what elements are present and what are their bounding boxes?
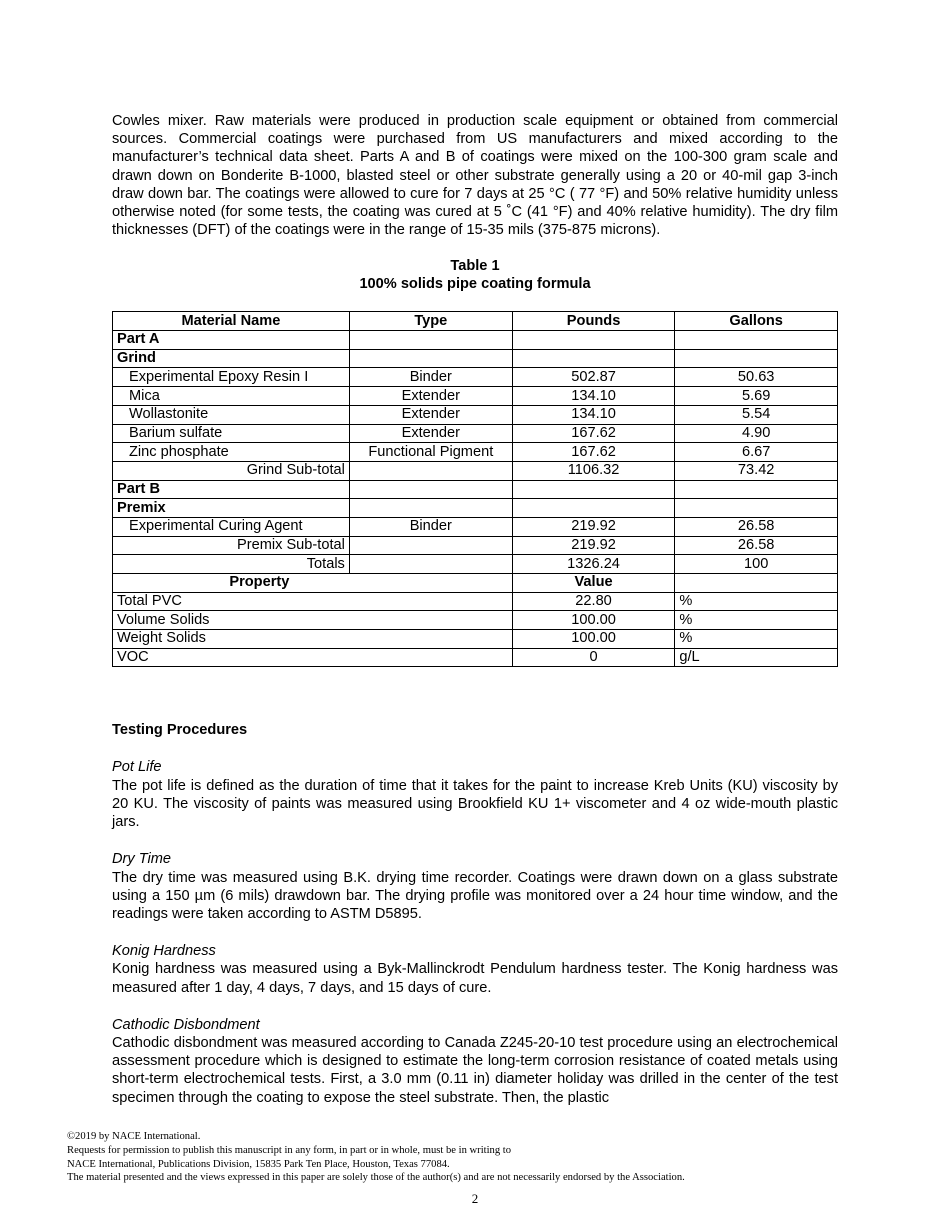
material-gallons: 6.67 bbox=[675, 443, 838, 462]
property-name: Weight Solids bbox=[113, 630, 513, 649]
property-unit: % bbox=[675, 611, 838, 630]
material-gallons: 5.69 bbox=[675, 387, 838, 406]
table-row bbox=[113, 555, 838, 574]
material-type: Binder bbox=[349, 368, 512, 387]
header-value: Value bbox=[512, 574, 675, 593]
premix-subtotal-pounds: 219.92 bbox=[512, 536, 675, 555]
header-material-name: Material Name bbox=[113, 312, 350, 331]
section-pot-life bbox=[112, 758, 838, 831]
material-name: Mica bbox=[113, 387, 350, 406]
material-type: Extender bbox=[349, 387, 512, 406]
section-text: Cathodic disbondment was measured according to Canada Z245-20-10 test procedure using an electrochemical assessment procedure which is designed to estimate the long-term corrosion resistance of coated metals using short-term electrochemical tests. First, a 3.0 mm (0.11 in) diameter holiday was drilled in the center of the test specimen through the coating to expose the steel substrate. Then, the plastic bbox=[112, 1034, 838, 1106]
table-row bbox=[113, 517, 838, 536]
table-row bbox=[113, 405, 838, 424]
table-row bbox=[113, 499, 838, 518]
part-b-label: Part B bbox=[113, 480, 350, 499]
property-header-row bbox=[113, 574, 838, 593]
material-gallons: 50.63 bbox=[675, 368, 838, 387]
premix-label: Premix bbox=[113, 499, 350, 518]
page-content bbox=[112, 112, 838, 1107]
section-title: Pot Life bbox=[112, 759, 162, 776]
property-value: 100.00 bbox=[512, 630, 675, 649]
property-unit: g/L bbox=[675, 648, 838, 667]
header-type: Type bbox=[349, 312, 512, 331]
intro-paragraph: Cowles mixer. Raw materials were produced in production scale equipment or obtained from commercial sources. Commercial coatings were purchased from US manufacturers and mixed according to the manufacturer’s technical data sheet. Parts A and B of coatings were mixed on the 100-300 gram scale and drawn down on Bonderite B-1000, blasted steel or other substrate generally using a 20 or 40-mil gap 3-inch draw down bar. The coatings were allowed to cure for 7 days at 25 °C ( 77 °F) and 50% relative humidity unless otherwise noted (for some tests, the coating was cured at 5 ˚C (41 °F) and 40% relative humidity). The dry film thicknesses (DFT) of the coatings were in the range of 15-35 mils (375-875 microns). bbox=[112, 113, 838, 239]
testing-procedures-heading: Testing Procedures bbox=[112, 722, 248, 739]
section-dry-time bbox=[112, 850, 838, 923]
material-gallons: 4.90 bbox=[675, 424, 838, 443]
material-pounds: 219.92 bbox=[512, 517, 675, 536]
table-row bbox=[113, 331, 838, 350]
table-row bbox=[113, 592, 838, 611]
table-row bbox=[113, 424, 838, 443]
header-pounds: Pounds bbox=[512, 312, 675, 331]
section-title: Cathodic Disbondment bbox=[112, 1016, 260, 1033]
material-gallons: 26.58 bbox=[675, 517, 838, 536]
material-pounds: 167.62 bbox=[512, 443, 675, 462]
section-text: The pot life is defined as the duration of time that it takes for the paint to increase Kreb Units (KU) viscosity by 20 KU. The viscosity of paints was measured using Brookfield KU 1+ viscometer and 4 oz wide-mouth plastic jars. bbox=[112, 777, 838, 831]
property-value: 0 bbox=[512, 648, 675, 667]
material-name: Experimental Curing Agent bbox=[113, 517, 350, 536]
section-text: Konig hardness was measured using a Byk-Mallinckrodt Pendulum hardness tester. The Konig hardness was measured after 1 day, 4 days, 7 days, and 15 days of cure. bbox=[112, 961, 838, 996]
totals-gallons: 100 bbox=[675, 555, 838, 574]
table-row bbox=[113, 611, 838, 630]
grind-subtotal-gallons: 73.42 bbox=[675, 461, 838, 480]
header-gallons: Gallons bbox=[675, 312, 838, 331]
material-name: Barium sulfate bbox=[113, 424, 350, 443]
material-type: Extender bbox=[349, 405, 512, 424]
header-property: Property bbox=[113, 574, 513, 593]
table-row bbox=[113, 648, 838, 667]
part-a-label: Part A bbox=[113, 331, 350, 350]
material-name: Experimental Epoxy Resin I bbox=[113, 368, 350, 387]
table-row bbox=[113, 461, 838, 480]
table-row bbox=[113, 480, 838, 499]
property-name: Volume Solids bbox=[113, 611, 513, 630]
footer-line: Requests for permission to publish this manuscript in any form, in part or in whole, must be in writing to bbox=[67, 1144, 512, 1156]
material-name: Zinc phosphate bbox=[113, 443, 350, 462]
property-unit: % bbox=[675, 630, 838, 649]
property-name: VOC bbox=[113, 648, 513, 667]
property-name: Total PVC bbox=[113, 592, 513, 611]
page-number: 2 bbox=[471, 1191, 479, 1206]
material-pounds: 134.10 bbox=[512, 405, 675, 424]
table-caption bbox=[112, 257, 838, 293]
material-type: Binder bbox=[349, 517, 512, 536]
table-label: Table 1 bbox=[450, 258, 500, 275]
totals-label: Totals bbox=[113, 555, 350, 574]
footer-line: ©2019 by NACE International. bbox=[67, 1131, 201, 1142]
section-title: Dry Time bbox=[112, 851, 172, 868]
property-unit: % bbox=[675, 592, 838, 611]
grind-subtotal-label: Grind Sub-total bbox=[113, 461, 350, 480]
section-title: Konig Hardness bbox=[112, 943, 216, 960]
section-konig-hardness bbox=[112, 942, 838, 997]
table-row bbox=[113, 630, 838, 649]
material-pounds: 167.62 bbox=[512, 424, 675, 443]
premix-subtotal-gallons: 26.58 bbox=[675, 536, 838, 555]
material-gallons: 5.54 bbox=[675, 405, 838, 424]
table-row bbox=[113, 368, 838, 387]
formula-table bbox=[112, 311, 838, 667]
property-value: 22.80 bbox=[512, 592, 675, 611]
copyright-footer bbox=[67, 1130, 887, 1185]
footer-line: The material presented and the views expressed in this paper are solely those of the author(s) and are not necessarily endorsed by the Association. bbox=[67, 1172, 685, 1184]
table-row bbox=[113, 349, 838, 368]
table-title: 100% solids pipe coating formula bbox=[359, 276, 591, 293]
material-pounds: 502.87 bbox=[512, 368, 675, 387]
grind-subtotal-pounds: 1106.32 bbox=[512, 461, 675, 480]
material-type: Extender bbox=[349, 424, 512, 443]
section-text: The dry time was measured using B.K. drying time recorder. Coatings were drawn down on a glass substrate using a 150 µm (6 mils) drawdown bar. The drying profile was monitored over a 24 hour time window, and the readings were taken according to ASTM D5895. bbox=[112, 869, 838, 922]
table-row bbox=[113, 387, 838, 406]
footer-line: NACE International, Publications Division, 15835 Park Ten Place, Houston, Texas 77084. bbox=[67, 1158, 450, 1170]
material-name: Wollastonite bbox=[113, 405, 350, 424]
premix-subtotal-label: Premix Sub-total bbox=[113, 536, 350, 555]
table-row bbox=[113, 443, 838, 462]
table-header-row bbox=[113, 312, 838, 331]
material-pounds: 134.10 bbox=[512, 387, 675, 406]
material-type: Functional Pigment bbox=[349, 443, 512, 462]
section-cathodic-disbondment bbox=[112, 1016, 838, 1107]
grind-label: Grind bbox=[113, 349, 350, 368]
totals-pounds: 1326.24 bbox=[512, 555, 675, 574]
property-value: 100.00 bbox=[512, 611, 675, 630]
table-row bbox=[113, 536, 838, 555]
